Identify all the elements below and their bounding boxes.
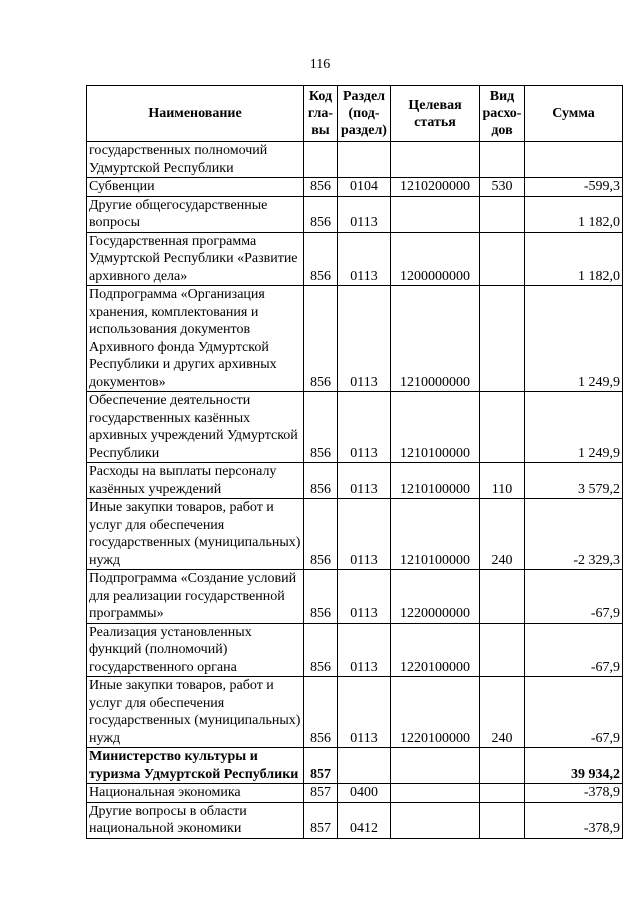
cell-target: 1220100000 xyxy=(391,677,480,748)
cell-kind xyxy=(480,784,525,803)
cell-target xyxy=(391,196,480,232)
cell-sum: -378,9 xyxy=(525,784,623,803)
cell-name: Иные закупки товаров, работ и услуг для обеспечения государственных (муниципальных) нужд xyxy=(87,499,304,570)
table-row xyxy=(87,748,623,784)
cell-target: 1210200000 xyxy=(391,178,480,197)
cell-kind xyxy=(480,802,525,838)
cell-sum: -67,9 xyxy=(525,570,623,624)
cell-target xyxy=(391,784,480,803)
cell-kind xyxy=(480,392,525,463)
cell-sum: -67,9 xyxy=(525,677,623,748)
cell-section xyxy=(338,748,391,784)
header-code: Код гла- вы xyxy=(304,86,338,142)
cell-code: 856 xyxy=(304,677,338,748)
table-row xyxy=(87,142,623,178)
cell-target xyxy=(391,748,480,784)
header-target: Целевая статья xyxy=(391,86,480,142)
header-sum: Сумма xyxy=(525,86,623,142)
table-row xyxy=(87,178,623,197)
cell-sum: -599,3 xyxy=(525,178,623,197)
cell-sum: 1 182,0 xyxy=(525,196,623,232)
table-row xyxy=(87,623,623,677)
cell-target: 1210100000 xyxy=(391,499,480,570)
cell-sum xyxy=(525,142,623,178)
cell-section: 0113 xyxy=(338,232,391,286)
cell-section: 0104 xyxy=(338,178,391,197)
cell-name: Реализация установленных функций (полномочий) государственного органа xyxy=(87,623,304,677)
cell-target: 1210000000 xyxy=(391,286,480,392)
table-row xyxy=(87,784,623,803)
cell-name: Субвенции xyxy=(87,178,304,197)
cell-section: 0113 xyxy=(338,623,391,677)
table-row xyxy=(87,232,623,286)
cell-code xyxy=(304,142,338,178)
cell-kind xyxy=(480,748,525,784)
cell-target: 1200000000 xyxy=(391,232,480,286)
table-header-row xyxy=(87,86,623,142)
cell-code: 856 xyxy=(304,623,338,677)
cell-name: Другие общегосударственные вопросы xyxy=(87,196,304,232)
cell-target xyxy=(391,802,480,838)
cell-section: 0113 xyxy=(338,570,391,624)
table-row xyxy=(87,802,623,838)
cell-section: 0113 xyxy=(338,286,391,392)
cell-sum: 1 249,9 xyxy=(525,286,623,392)
cell-name: Обеспечение деятельности государственных казённых архивных учреждений Удмуртской Республики xyxy=(87,392,304,463)
cell-code: 856 xyxy=(304,178,338,197)
cell-code: 856 xyxy=(304,286,338,392)
table-row xyxy=(87,570,623,624)
cell-kind xyxy=(480,570,525,624)
table-row xyxy=(87,463,623,499)
cell-section: 0400 xyxy=(338,784,391,803)
budget-table xyxy=(86,85,623,839)
table-row xyxy=(87,392,623,463)
table-row xyxy=(87,286,623,392)
header-section: Раздел (под- раздел) xyxy=(338,86,391,142)
cell-section: 0113 xyxy=(338,499,391,570)
page-number: 116 xyxy=(309,57,331,72)
cell-name: Подпрограмма «Создание условий для реализации государственной программы» xyxy=(87,570,304,624)
cell-sum: 3 579,2 xyxy=(525,463,623,499)
cell-kind: 240 xyxy=(480,677,525,748)
cell-name: Иные закупки товаров, работ и услуг для обеспечения государственных (муниципальных) нужд xyxy=(87,677,304,748)
cell-sum: 1 249,9 xyxy=(525,392,623,463)
cell-section: 0113 xyxy=(338,196,391,232)
cell-name: Министерство культуры и туризма Удмуртской Республики xyxy=(87,748,304,784)
cell-code: 856 xyxy=(304,463,338,499)
table-body xyxy=(87,142,623,839)
cell-kind xyxy=(480,232,525,286)
table-row xyxy=(87,196,623,232)
header-name: Наименование xyxy=(87,86,304,142)
cell-target: 1210100000 xyxy=(391,392,480,463)
cell-sum: 39 934,2 xyxy=(525,748,623,784)
cell-name: Подпрограмма «Организация хранения, комплектования и использования документов Архивного фонда Удмуртской Республики и других архивных документов» xyxy=(87,286,304,392)
cell-target: 1220000000 xyxy=(391,570,480,624)
cell-target: 1210100000 xyxy=(391,463,480,499)
cell-code: 856 xyxy=(304,232,338,286)
cell-code: 856 xyxy=(304,499,338,570)
cell-section: 0113 xyxy=(338,677,391,748)
cell-sum: 1 182,0 xyxy=(525,232,623,286)
cell-sum: -67,9 xyxy=(525,623,623,677)
cell-kind xyxy=(480,196,525,232)
cell-section xyxy=(338,142,391,178)
cell-target xyxy=(391,142,480,178)
cell-code: 856 xyxy=(304,392,338,463)
table-row xyxy=(87,677,623,748)
cell-sum: -2 329,3 xyxy=(525,499,623,570)
cell-code: 857 xyxy=(304,802,338,838)
header-kind: Вид расхо- дов xyxy=(480,86,525,142)
cell-kind xyxy=(480,142,525,178)
cell-target: 1220100000 xyxy=(391,623,480,677)
cell-code: 856 xyxy=(304,196,338,232)
cell-name: Другие вопросы в области национальной экономики xyxy=(87,802,304,838)
cell-section: 0412 xyxy=(338,802,391,838)
cell-kind: 240 xyxy=(480,499,525,570)
table-row xyxy=(87,499,623,570)
cell-section: 0113 xyxy=(338,463,391,499)
cell-name: Национальная экономика xyxy=(87,784,304,803)
cell-section: 0113 xyxy=(338,392,391,463)
cell-kind: 110 xyxy=(480,463,525,499)
cell-kind xyxy=(480,623,525,677)
cell-code: 856 xyxy=(304,570,338,624)
cell-sum: -378,9 xyxy=(525,802,623,838)
cell-kind xyxy=(480,286,525,392)
cell-code: 857 xyxy=(304,748,338,784)
cell-name: Государственная программа Удмуртской Республики «Развитие архивного дела» xyxy=(87,232,304,286)
cell-name: государственных полномочий Удмуртской Республики xyxy=(87,142,304,178)
cell-code: 857 xyxy=(304,784,338,803)
cell-name: Расходы на выплаты персоналу казённых учреждений xyxy=(87,463,304,499)
cell-kind: 530 xyxy=(480,178,525,197)
